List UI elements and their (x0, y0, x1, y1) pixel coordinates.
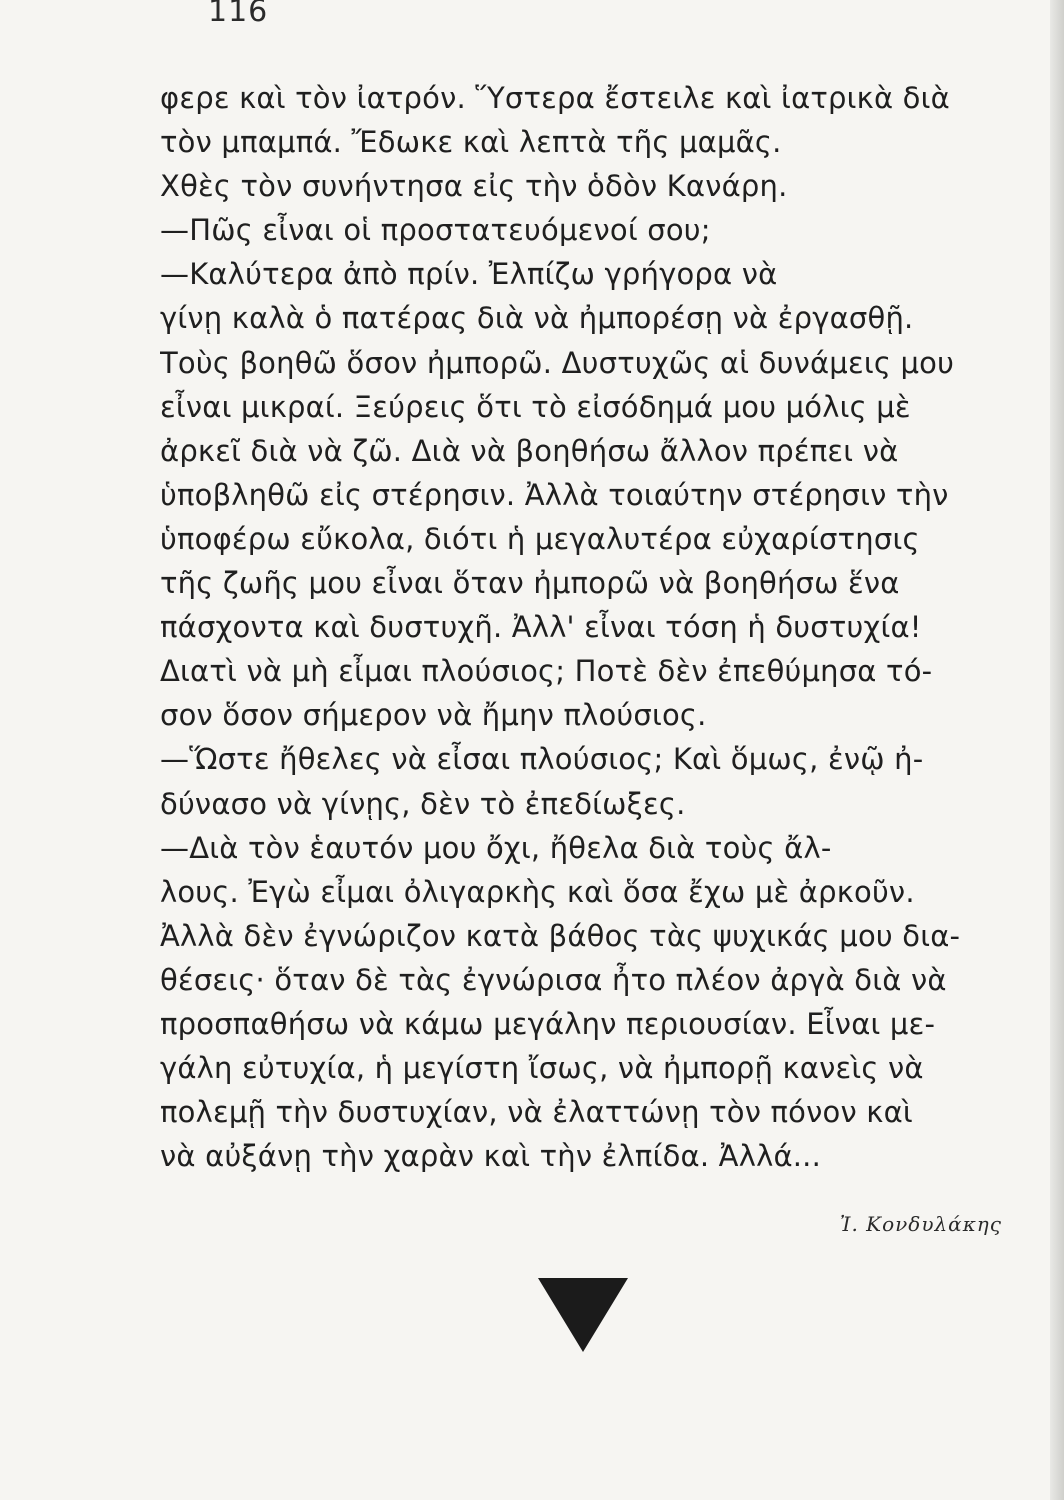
text-line: —Πῶς εἶναι οἱ προστατευόμενοί σου; (160, 213, 711, 248)
text-line: πάσχοντα καὶ δυστυχῆ. Ἀλλ' εἶναι τόση ἡ δυστυχία! (160, 610, 922, 645)
text-line: —Καλύτερα ἀπὸ πρίν. Ἐλπίζω γρήγορα νὰ (160, 257, 778, 292)
text-line: Ἀλλὰ δὲν ἐγνώριζον κατὰ βάθος τὰς ψυχικάς μου δια- (160, 918, 961, 953)
text-line: προσπαθήσω νὰ κάμω μεγάλην περιουσίαν. Εἶναι με- (160, 1006, 936, 1041)
text-line: ὑποφέρω εὔκολα, διότι ἡ μεγαλυτέρα εὐχαρίστησις (160, 521, 920, 556)
text-line: εἶναι μικραί. Ξεύρεις ὅτι τὸ εἰσόδημά μου μόλις μὲ (160, 389, 911, 424)
text-line: ὑποβληθῶ εἰς στέρησιν. Ἀλλὰ τοιαύτην στέρησιν τὴν (160, 477, 949, 512)
triangle-ornament-icon (538, 1278, 628, 1352)
text-line: τῆς ζωῆς μου εἶναι ὅταν ἠμπορῶ νὰ βοηθήσω ἕνα (160, 566, 900, 601)
text-line: λους. Ἐγὼ εἶμαι ὀλιγαρκὴς καὶ ὅσα ἔχω μὲ ἀρκοῦν. (160, 874, 915, 909)
text-line: γίνῃ καλὰ ὁ πατέρας διὰ νὰ ἠμπορέσῃ νὰ ἐργασθῇ. (160, 301, 914, 336)
page-number: 116 (208, 0, 269, 29)
page-edge (1050, 0, 1064, 1500)
text-line: θέσεις· ὅταν δὲ τὰς ἐγνώρισα ἦτο πλέον ἀργὰ διὰ νὰ (160, 962, 947, 997)
text-line: —Διὰ τὸν ἑαυτόν μου ὄχι, ἤθελα διὰ τοὺς ἄλ- (160, 830, 832, 865)
text-line: τὸν μπαμπά. Ἔδωκε καὶ λεπτὰ τῆς μαμᾶς. (160, 125, 782, 160)
text-line: νὰ αὐξάνῃ τὴν χαρὰν καὶ τὴν ἐλπίδα. Ἀλλά... (160, 1139, 822, 1174)
text-line: δύνασο νὰ γίνῃς, δὲν τὸ ἐπεδίωξες. (160, 786, 686, 821)
text-line: Διατὶ νὰ μὴ εἶμαι πλούσιος; Ποτὲ δὲν ἐπεθύμησα τό- (160, 654, 933, 689)
text-line: πολεμῇ τὴν δυστυχίαν, νὰ ἐλαττώνῃ τὸν πόνον καὶ (160, 1095, 913, 1130)
text-line: ἀρκεῖ διὰ νὰ ζῶ. Διὰ νὰ βοηθήσω ἄλλον πρέπει νὰ (160, 433, 899, 468)
text-line: Χθὲς τὸν συνήντησα εἰς τὴν ὁδὸν Κανάρη. (160, 169, 788, 204)
text-line: φερε καὶ τὸν ἰατρόν. Ὕστερα ἔστειλε καὶ ἰατρικὰ διὰ (160, 81, 950, 115)
body-text (160, 76, 1022, 1178)
text-line: σον ὅσον σήμερον νὰ ἤμην πλούσιος. (160, 698, 707, 733)
text-line: Τοὺς βοηθῶ ὅσον ἠμπορῶ. Δυστυχῶς αἱ δυνάμεις μου (160, 345, 955, 380)
author-signature: Ἰ. Κονδυλάκης (840, 1212, 1002, 1236)
text-line: —Ὥστε ἤθελες νὰ εἶσαι πλούσιος; Καὶ ὅμως, ἐνῷ ἠ- (160, 742, 924, 777)
text-line: γάλη εὐτυχία, ἡ μεγίστη ἴσως, νὰ ἠμπορῇ κανεὶς νὰ (160, 1051, 924, 1086)
